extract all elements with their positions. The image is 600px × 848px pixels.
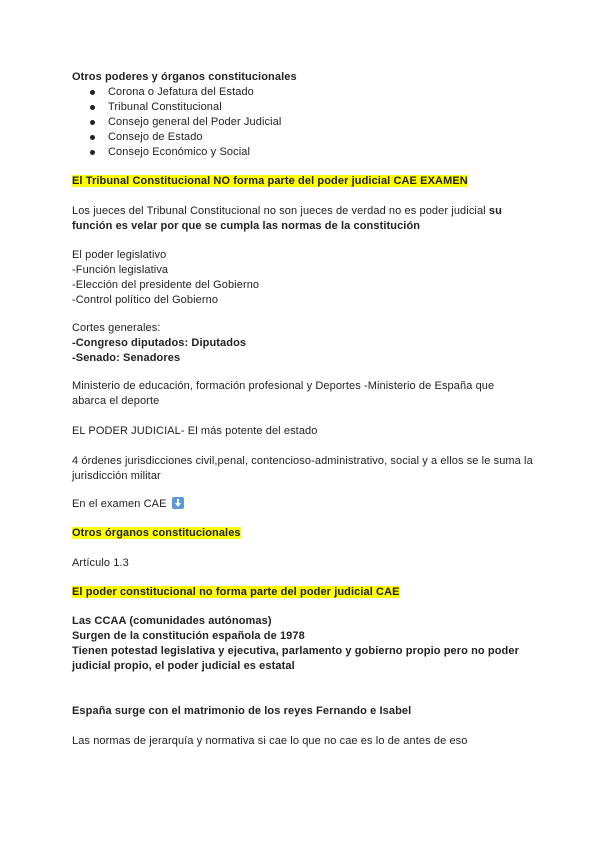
- legislativo-item: -Función legislativa: [72, 264, 169, 276]
- normas-note: Las normas de jerarquía y normativa si cae lo que no cae es lo de antes de eso: [72, 735, 468, 747]
- ordenes-line2: jurisdicción militar: [72, 470, 161, 482]
- list-item: Tribunal Constitucional: [72, 100, 281, 115]
- bullet-icon: [90, 105, 95, 110]
- list-item: Corona o Jefatura del Estado: [72, 85, 281, 100]
- highlight-poder-constitucional: El poder constitucional no forma parte del poder judicial CAE: [72, 586, 400, 598]
- legislativo-item: -Elección del presidente del Gobierno: [72, 279, 260, 291]
- list-item: Consejo de Estado: [72, 130, 281, 145]
- constitutional-organs-list: [72, 85, 281, 160]
- highlight-otros-organos: Otros órganos constitucionales: [72, 527, 241, 539]
- bullet-icon: [90, 150, 95, 155]
- ccaa-line4: judicial propio, el poder judicial es estatal: [72, 660, 295, 672]
- ccaa-line1: Las CCAA (comunidades autónomas): [72, 615, 272, 627]
- bullet-icon: [90, 135, 95, 140]
- cortes-senado: -Senado: Senadores: [72, 352, 181, 364]
- poder-judicial: EL PODER JUDICIAL- El más potente del estado: [72, 425, 318, 437]
- bullet-icon: [90, 90, 95, 95]
- ordenes-line1: 4 órdenes jurisdicciones civil,penal, contencioso-administrativo, social y a ellos se le suma la: [72, 455, 533, 467]
- highlight-tribunal-constitucional: El Tribunal Constitucional NO forma parte del poder judicial CAE EXAMEN: [72, 175, 468, 187]
- legislativo-item: -Control político del Gobierno: [72, 294, 219, 306]
- examen-note: En el examen CAE: [72, 497, 184, 512]
- ccaa-line2: Surgen de la constitución española de 1978: [72, 630, 305, 642]
- down-arrow-icon: [172, 497, 184, 509]
- espana-origin: España surge con el matrimonio de los reyes Fernando e Isabel: [72, 705, 412, 717]
- legislativo-title: El poder legislativo: [72, 249, 167, 261]
- bullet-icon: [90, 120, 95, 125]
- paragraph-jueces-line1: Los jueces del Tribunal Constitucional no son jueces de verdad no es poder judicial su: [72, 205, 502, 217]
- cortes-title: Cortes generales:: [72, 322, 161, 334]
- ccaa-line3: Tienen potestad legislativa y ejecutiva, parlamento y gobierno propio pero no poder: [72, 645, 519, 657]
- cortes-congreso: -Congreso diputados: Diputados: [72, 337, 247, 349]
- paragraph-jueces-line2: función es velar por que se cumpla las normas de la constitución: [72, 220, 421, 232]
- list-item: Consejo Económico y Social: [72, 145, 281, 160]
- list-item: Consejo general del Poder Judicial: [72, 115, 281, 130]
- section-heading-otros-poderes: Otros poderes y órganos constitucionales: [72, 71, 297, 83]
- ministerio-line2: abarca el deporte: [72, 395, 160, 407]
- ministerio-line1: Ministerio de educación, formación profesional y Deportes -Ministerio de España que: [72, 380, 495, 392]
- articulo-reference: Artículo 1.3: [72, 557, 129, 569]
